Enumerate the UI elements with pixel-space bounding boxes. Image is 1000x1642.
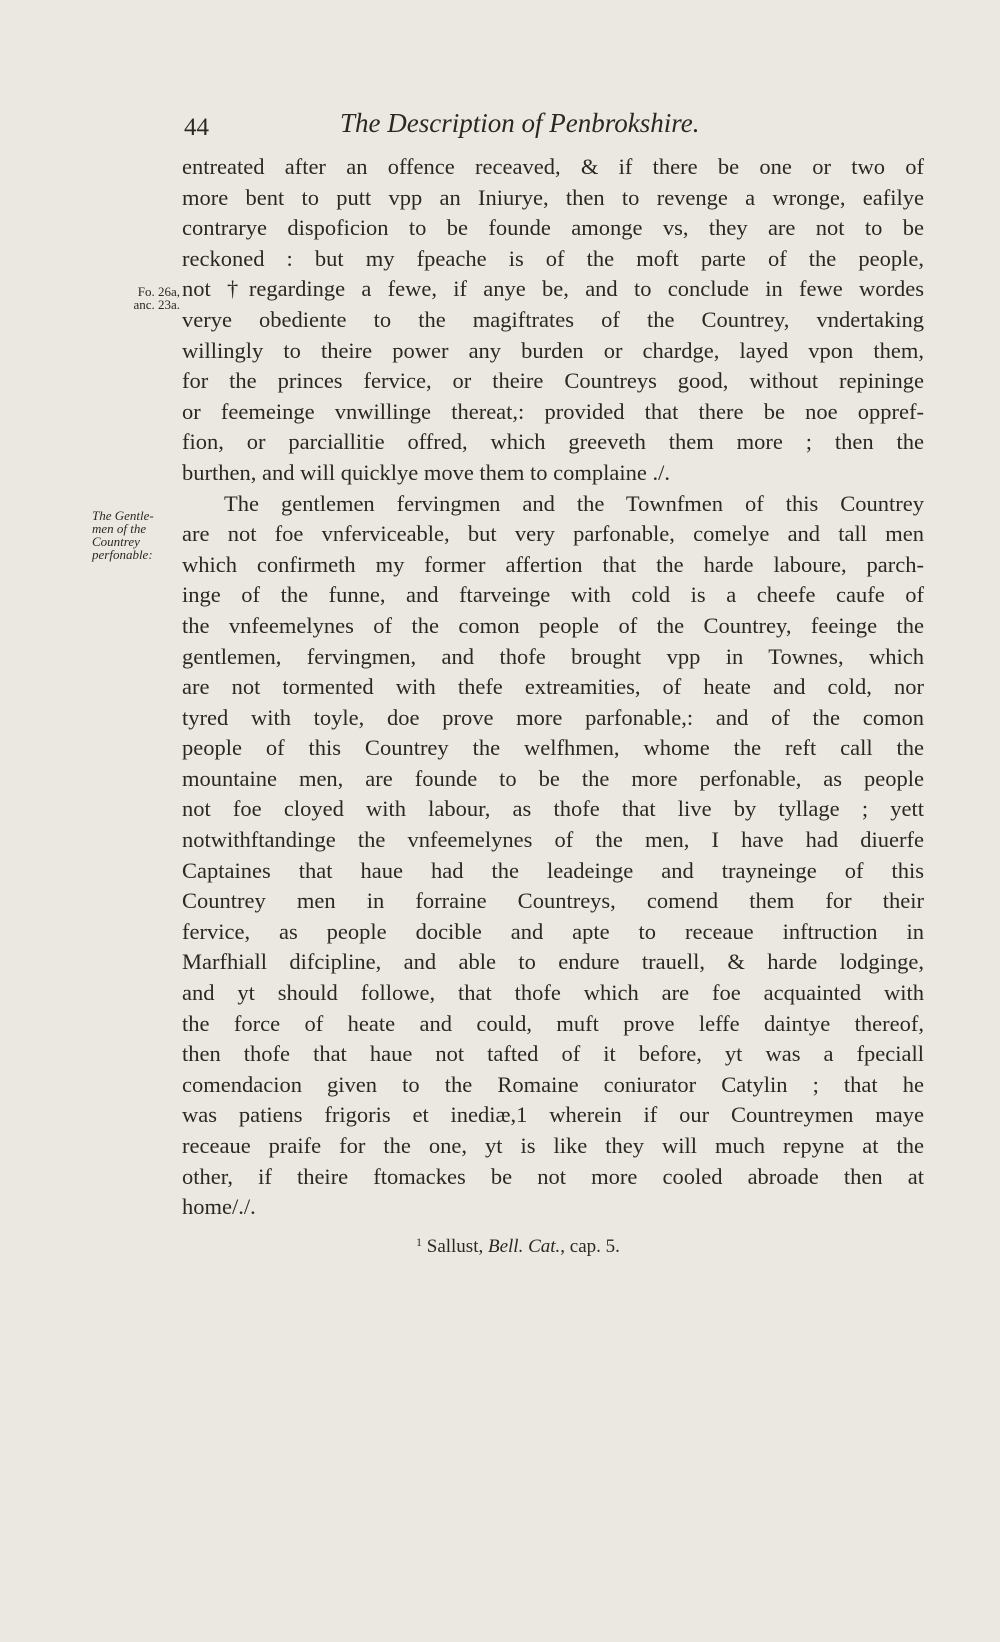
text-line: willingly to theire power any burden or chardge, layed vpon them, (182, 337, 924, 363)
folio-line: anc. 23a. (133, 297, 180, 312)
text-line: entreated after an offence receaved, & if there be one or two of (182, 154, 924, 179)
folio-line: Fo. 26a, (137, 284, 180, 299)
text-line: gentlemen, fervingmen, and thofe brought vpp in Townes, which (182, 643, 924, 669)
text-line: the force of heate and could, muft prove leffe daintye thereof, (182, 1010, 924, 1036)
sidenote-line: men of the (92, 521, 147, 536)
footnote-text: Sallust, (426, 1236, 488, 1257)
text-line: The gentlemen fervingmen and the Townfmen of this Countrey (224, 490, 924, 516)
text-line: are not tormented with thefe extreamities, of heate and cold, nor (182, 674, 924, 700)
text-line: home/./. (182, 1194, 256, 1220)
text-line: Captaines that haue had the leadeinge and trayneinge of this (182, 857, 924, 883)
sidenote-line: Countrey (92, 534, 140, 549)
page-number: 44 (184, 114, 209, 141)
footnote-marker: 1 (416, 1235, 422, 1249)
text-line: people of this Countrey the welfhmen, whome the reft call the (182, 735, 924, 761)
sidenote-line: perfonable: (92, 547, 153, 562)
running-title: The Description of Penbrokshire. (340, 108, 700, 138)
text-line: then thofe that haue not tafted of it before, yt was a fpeciall (182, 1041, 924, 1067)
text-line: more bent to putt vpp an Iniurye, then to revenge a wronge, eafilye (182, 184, 924, 210)
text-line: inge of the funne, and ftarveinge with cold is a cheefe caufe of (182, 582, 924, 608)
text-line: and yt should followe, that thofe which are foe acquainted with (182, 980, 924, 1006)
folio-reference (92, 285, 180, 311)
text-line: or feemeinge vnwillinge thereat,: provided that there be noe oppref- (182, 398, 924, 424)
marginal-sidenote (92, 509, 182, 561)
text-line: which confirmeth my former affertion that the harde laboure, parch- (182, 551, 924, 577)
text-line: receaue praife for the one, yt is like they will much repyne at the (182, 1133, 924, 1158)
page-header (0, 108, 1000, 148)
sidenote-line: The Gentle- (92, 508, 154, 523)
text-line: not †regardinge a fewe, if anye be, and to conclude in fewe wordes (182, 276, 924, 302)
text-line: mountaine men, are founde to be the more perfonable, as people (182, 765, 924, 791)
footnote-title: Bell. Cat. (487, 1236, 561, 1257)
text-line: for the princes fervice, or theire Countreys good, without repininge (182, 368, 924, 394)
text-line: was patiens frigoris et inediæ,1 wherein if our Countreymen maye (182, 1102, 924, 1128)
body-text (182, 152, 924, 1223)
text-line: fervice, as people docible and apte to receaue inftruction in (182, 918, 924, 944)
text-line: notwithftandinge the vnfeemelynes of the men, I have had diuerfe (182, 827, 924, 853)
text-line: contrarye dispoficion to be founde amonge vs, they are not to be (182, 215, 924, 241)
footnote-text-end: , cap. 5. (560, 1236, 620, 1257)
text-line: reckoned : but my fpeache is of the moft parte of the people, (182, 245, 924, 271)
text-line: comendacion given to the Romaine coniurator Catylin ; that he (182, 1071, 924, 1097)
text-line: are not foe vnferviceable, but very parfonable, comelye and tall men (182, 521, 924, 547)
text-line: Countrey men in forraine Countreys, comend them for their (182, 888, 924, 914)
text-line: verye obediente to the magiftrates of the Countrey, vndertaking (182, 306, 924, 332)
text-line: not foe cloyed with labour, as thofe that live by tyllage ; yett (182, 796, 924, 822)
footnote (416, 1236, 620, 1258)
text-line: other, if theire ftomackes be not more cooled abroade then at (182, 1163, 924, 1189)
text-line: fion, or parciallitie offred, which greeveth them more ; then the (182, 429, 924, 455)
text-line: burthen, and will quicklye move them to complaine ./. (182, 459, 671, 485)
text-line: the vnfeemelynes of the comon people of the Countrey, feeinge the (182, 612, 924, 638)
text-line: tyred with toyle, doe prove more parfonable,: and of the comon (182, 704, 924, 730)
text-line: Marfhiall difcipline, and able to endure trauell, & harde lodginge, (182, 949, 924, 975)
